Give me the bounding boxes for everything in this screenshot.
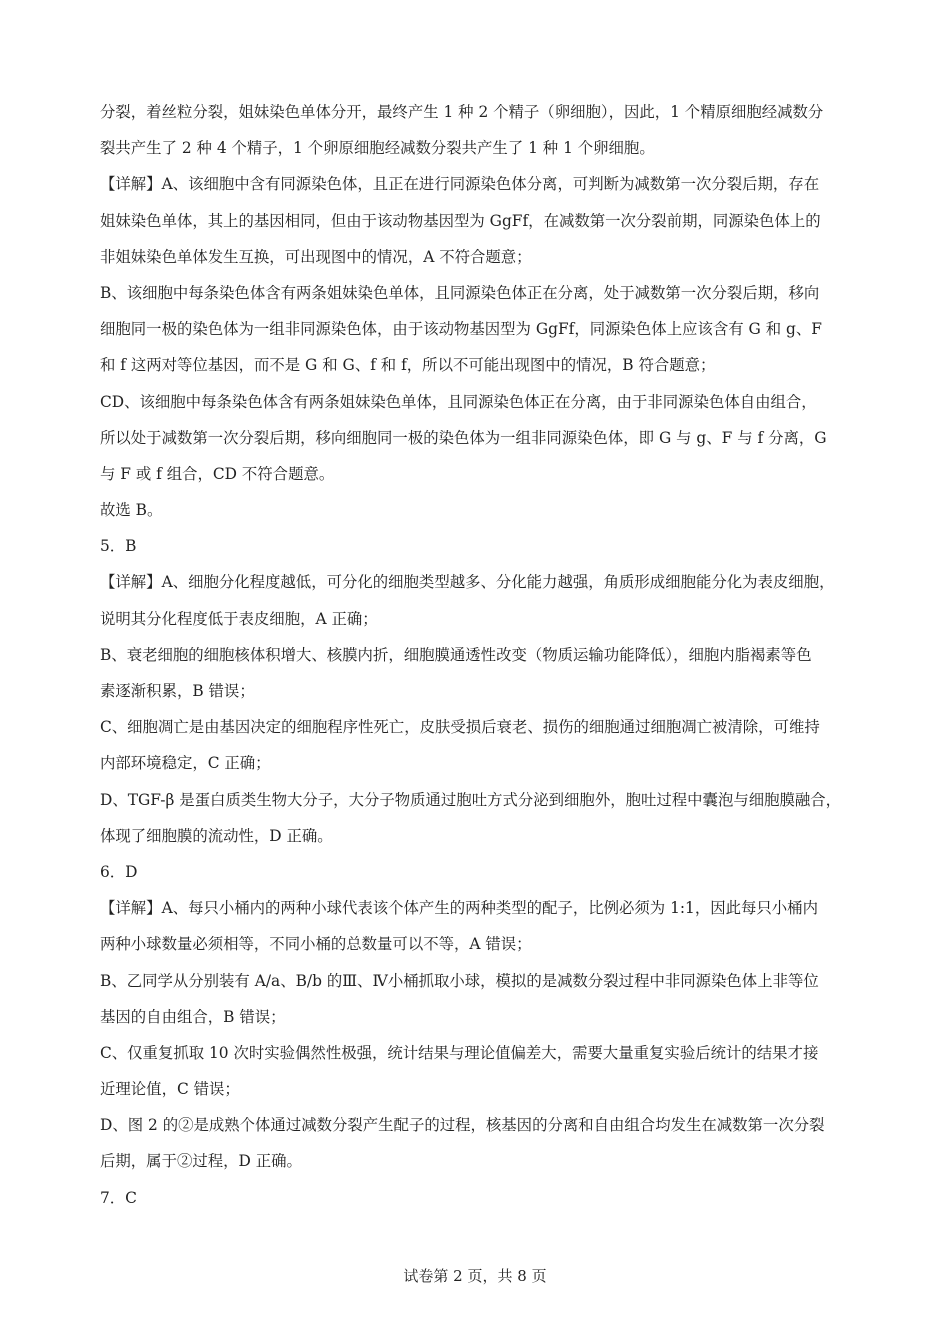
text-line: 后期，属于②过程，D 正确。 — [100, 1152, 302, 1171]
text-line: 非姐妹染色单体发生互换，可出现图中的情况，A 不符合题意； — [100, 247, 532, 266]
question-number: 7．C — [100, 1188, 137, 1207]
text-line: 近理论值，C 错误； — [100, 1080, 240, 1099]
text-line: CD、该细胞中每条染色体含有两条姐妹染色单体，且同源染色体正在分离，由于非同源染色体自由组合， — [100, 392, 817, 411]
text-line: 和 f 这两对等位基因，而不是 G 和 G、f 和 f，所以不可能出现图中的情况，B 符合题意； — [100, 356, 716, 375]
text-line: B、衰老细胞的细胞核体积增大、核膜内折，细胞膜通透性改变（物质运输功能降低），细胞内脂褐素等色 — [100, 645, 812, 664]
text-line: D、图 2 的②是成熟个体通过减数分裂产生配子的过程，核基因的分离和自由组合均发生在减数第一次分裂 — [100, 1116, 825, 1135]
text-line: D、TGF-β 是蛋白质类生物大分子，大分子物质通过胞吐方式分泌到细胞外，胞吐过程中囊泡与细胞膜融合， — [100, 790, 842, 809]
text-line: 【详解】A、细胞分化程度越低，可分化的细胞类型越多、分化能力越强，角质形成细胞能分化为表皮细胞， — [100, 573, 835, 592]
text-line: 说明其分化程度低于表皮细胞，A 正确； — [100, 609, 378, 628]
text-line: B、乙同学从分别装有 A/a、B/b 的Ⅲ、Ⅳ小桶抓取小球，模拟的是减数分裂过程中非同源染色体上非等位 — [100, 971, 819, 990]
text-line: 裂共产生了 2 种 4 个精子，1 个卵原细胞经减数分裂共产生了 1 种 1 个卵细胞。 — [100, 139, 655, 158]
text-line: 素逐渐积累，B 错误； — [100, 682, 255, 700]
page-footer: 试卷第 2 页，共 8 页 — [403, 1267, 547, 1285]
text-line: 分裂，着丝粒分裂，姐妹染色单体分开，最终产生 1 种 2 个精子（卵细胞），因此，1 个精原细胞经减数分 — [100, 103, 824, 121]
text-line: 细胞同一极的染色体为一组非同源染色体，由于该动物基因型为 GgFf，同源染色体上应该含有 G 和 g、F — [100, 320, 822, 339]
text-line: 所以处于减数第一次分裂后期，移向细胞同一极的染色体为一组非同源染色体，即 G 与 g、F 与 f 分离，G — [100, 428, 827, 447]
question-number: 5．B — [100, 537, 137, 556]
text-line: 【详解】A、该细胞中含有同源染色体，且正在进行同源染色体分离，可判断为减数第一次分裂后期，存在 — [100, 175, 820, 194]
text-line: C、细胞凋亡是由基因决定的细胞程序性死亡，皮肤受损后衰老、损伤的细胞通过细胞凋亡被清除，可维持 — [100, 718, 820, 737]
answer-explanations — [100, 94, 852, 1216]
text-line: 体现了细胞膜的流动性，D 正确。 — [100, 826, 333, 845]
text-line: 与 F 或 f 组合，CD 不符合题意。 — [100, 464, 335, 483]
question-number: 6．D — [100, 862, 138, 881]
text-line: C、仅重复抓取 10 次时实验偶然性极强，统计结果与理论值偏差大，需要大量重复实验后统计的结果才接 — [100, 1043, 819, 1062]
text-line: 内部环境稳定，C 正确； — [100, 754, 271, 773]
text-line: 故选 B。 — [100, 501, 163, 520]
text-line: 【详解】A、每只小桶内的两种小球代表该个体产生的两种类型的配子，比例必须为 1:1，因此每只小桶内 — [100, 899, 818, 918]
text-line: 基因的自由组合，B 错误； — [100, 1007, 286, 1026]
text-line: 两种小球数量必须相等，不同小桶的总数量可以不等，A 错误； — [100, 935, 532, 954]
text-line: B、该细胞中每条染色体含有两条姐妹染色单体，且同源染色体正在分离，处于减数第一次分裂后期，移向 — [100, 283, 820, 302]
text-line: 姐妹染色单体，其上的基因相同，但由于该动物基因型为 GgFf，在减数第一次分裂前期，同源染色体上的 — [100, 211, 821, 230]
